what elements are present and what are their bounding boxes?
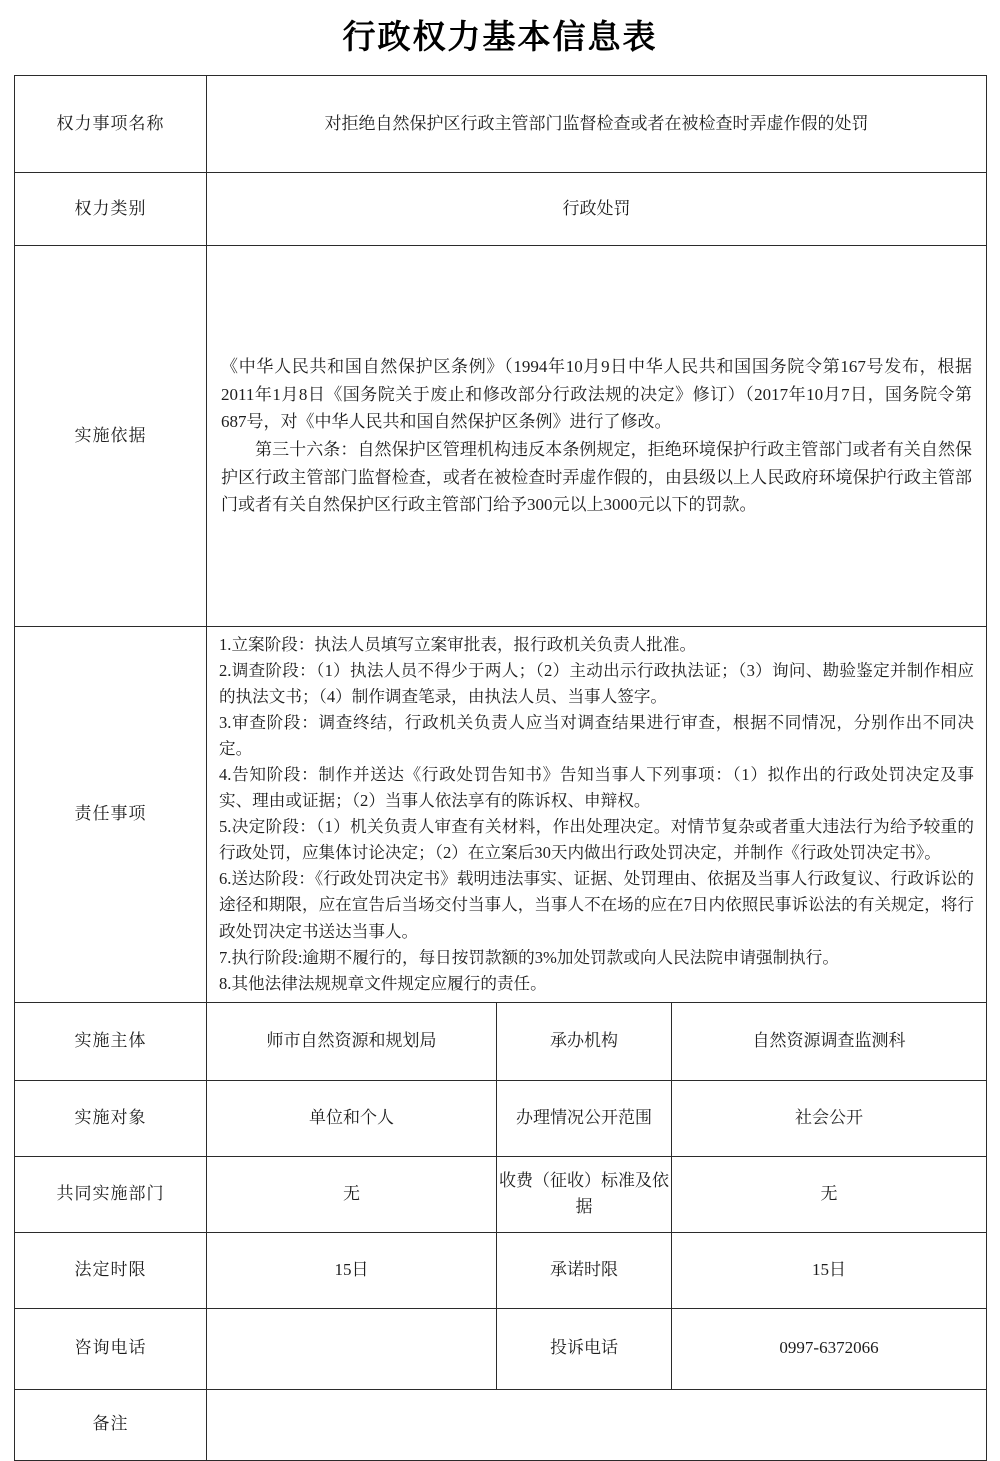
implementation-basis-text — [207, 347, 986, 524]
label-implementation-subject: 实施主体 — [15, 1002, 207, 1080]
duty-item: 8.其他法律法规规章文件规定应履行的责任。 — [219, 973, 547, 993]
value-consult-phone — [207, 1308, 497, 1389]
label-power-item-name: 权力事项名称 — [15, 76, 207, 173]
label-disclosure-scope: 办理情况公开范围 — [497, 1080, 672, 1156]
duty-item: 2.调查阶段：（1）执法人员不得少于两人；（2）主动出示行政执法证；（3）询问、勘验鉴定并制作相应的执法文书；（4）制作调查笔录，由执法人员、当事人签字。 — [219, 661, 975, 707]
label-handling-organization: 承办机构 — [497, 1002, 672, 1080]
label-joint-department: 共同实施部门 — [15, 1156, 207, 1232]
table-row-implementation-subject — [15, 1002, 987, 1080]
duty-item: 3.审查阶段：调查终结，行政机关负责人应当对调查结果进行审查，根据不同情况，分别作出不同决定。 — [219, 713, 975, 759]
value-implementation-subject: 师市自然资源和规划局 — [207, 1002, 497, 1080]
basis-paragraph: 第三十六条：自然保护区管理机构违反本条例规定，拒绝环境保护行政主管部门或者有关自然保护区行政主管部门监督检查，或者在被检查时弄虚作假的，由县级以上人民政府环境保护行政主管部门或者有关自然保护区行政主管部门给予300元以上3000元以下的罚款。 — [221, 440, 973, 515]
value-power-category: 行政处罚 — [207, 173, 987, 246]
label-power-category: 权力类别 — [15, 173, 207, 246]
table-row-remarks — [15, 1389, 987, 1460]
administrative-power-info-table — [14, 75, 987, 1461]
value-implementation-object: 单位和个人 — [207, 1080, 497, 1156]
table-row-implementation-basis — [15, 246, 987, 627]
duty-item: 6.送达阶段：《行政处罚决定书》载明违法事实、证据、处罚理由、依据及当事人行政复议、行政诉讼的途径和期限，应在宣告后当场交付当事人，当事人不在场的应在7日内依照民事诉讼法的有关规定，将行政处罚决定书送达当事人。 — [219, 869, 975, 941]
label-consult-phone: 咨询电话 — [15, 1308, 207, 1389]
label-implementation-object: 实施对象 — [15, 1080, 207, 1156]
value-disclosure-scope: 社会公开 — [672, 1080, 987, 1156]
label-implementation-basis: 实施依据 — [15, 246, 207, 627]
value-remarks — [207, 1389, 987, 1460]
table-row-power-item-name — [15, 76, 987, 173]
page-title: 行政权力基本信息表 — [342, 20, 658, 56]
value-handling-organization: 自然资源调查监测科 — [672, 1002, 987, 1080]
duty-item: 7.执行阶段:逾期不履行的，每日按罚款额的3%加处罚款或向人民法院申请强制执行。 — [219, 947, 839, 967]
value-fee-standard: 无 — [672, 1156, 987, 1232]
responsibility-items-text — [207, 627, 986, 1002]
value-responsibility-items — [207, 627, 987, 1003]
table-row-implementation-object — [15, 1080, 987, 1156]
table-row-consult-phone — [15, 1308, 987, 1389]
label-responsibility-items: 责任事项 — [15, 627, 207, 1003]
duty-item: 5.决定阶段：（1）机关负责人审查有关材料，作出处理决定。对情节复杂或者重大违法行为给予较重的行政处罚，应集体讨论决定；（2）在立案后30天内做出行政处罚决定，并制作《行政处罚决定书》。 — [219, 817, 975, 863]
label-complaint-phone: 投诉电话 — [497, 1308, 672, 1389]
basis-paragraph: 《中华人民共和国自然保护区条例》（1994年10月9日中华人民共和国国务院令第167号发布，根据2011年1月8日《国务院关于废止和修改部分行政法规的决定》修订）（2017年10月7日，国务院令第687号，对《中华人民共和国自然保护区条例》进行了修改。 — [221, 357, 973, 432]
duty-item: 1.立案阶段：执法人员填写立案审批表，报行政机关负责人批准。 — [219, 635, 697, 654]
label-remarks: 备注 — [15, 1389, 207, 1460]
value-joint-department: 无 — [207, 1156, 497, 1232]
duty-item: 4.告知阶段：制作并送达《行政处罚告知书》告知当事人下列事项：（1）拟作出的行政处罚决定及事实、理由或证据；（2）当事人依法享有的陈诉权、申辩权。 — [219, 765, 975, 811]
table-row-joint-department — [15, 1156, 987, 1232]
label-promised-limit: 承诺时限 — [497, 1232, 672, 1308]
value-complaint-phone: 0997-6372066 — [672, 1308, 987, 1389]
value-statutory-limit: 15日 — [207, 1232, 497, 1308]
label-statutory-limit: 法定时限 — [15, 1232, 207, 1308]
table-row-power-category — [15, 173, 987, 246]
table-row-statutory-limit — [15, 1232, 987, 1308]
table-row-responsibility-items — [15, 627, 987, 1003]
value-power-item-name: 对拒绝自然保护区行政主管部门监督检查或者在被检查时弄虚作假的处罚 — [207, 76, 987, 173]
label-fee-standard: 收费（征收）标准及依据 — [497, 1156, 672, 1232]
value-promised-limit: 15日 — [672, 1232, 987, 1308]
value-implementation-basis — [207, 246, 987, 627]
